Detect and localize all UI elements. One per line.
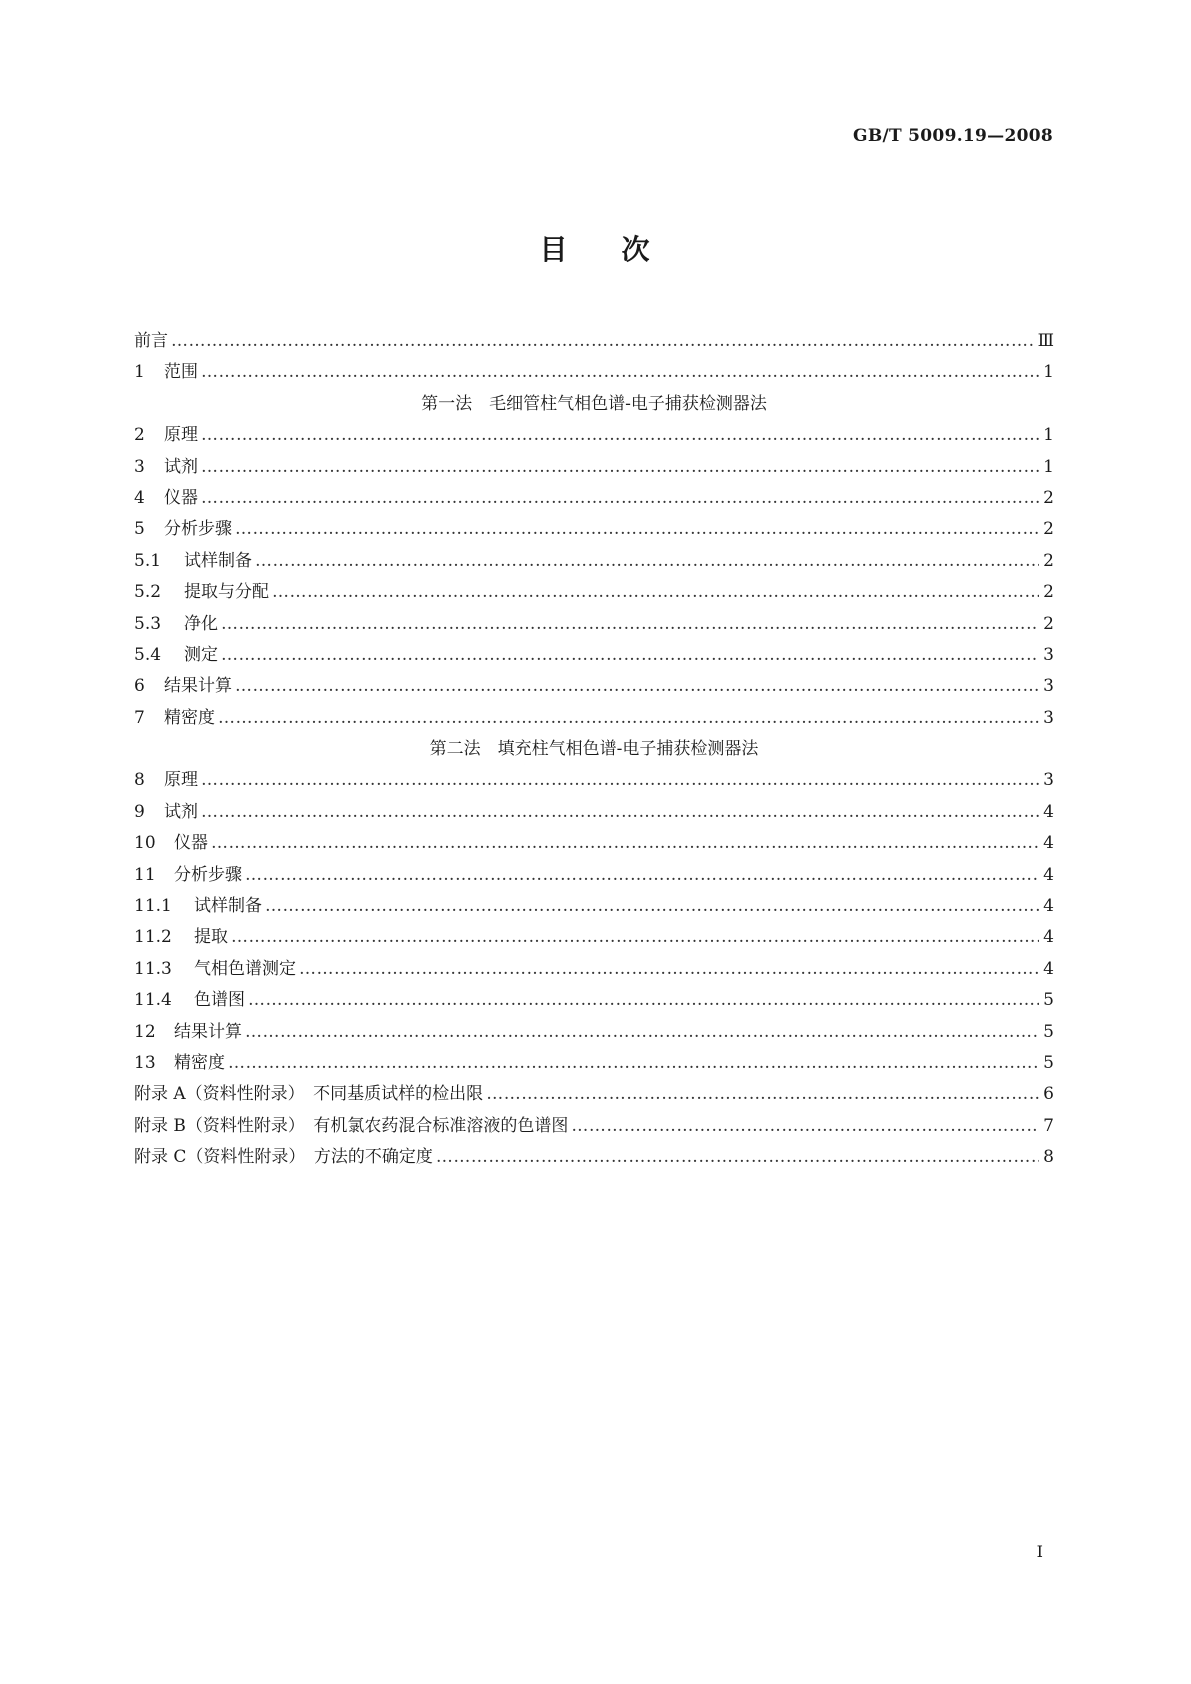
dot-leader [299, 954, 1039, 985]
toc-entry-label: 净化 [184, 613, 218, 634]
toc-entry-page: 1 [1043, 425, 1054, 446]
toc-entry-page: 5 [1043, 1021, 1054, 1042]
toc-entry-label: 试样制备 [184, 550, 252, 571]
dot-leader [235, 671, 1039, 702]
toc-entry[interactable] [134, 671, 1054, 702]
dot-leader [265, 891, 1039, 922]
toc-entry[interactable] [134, 954, 1054, 985]
title-char-1: 目 [539, 233, 570, 266]
toc-entry[interactable] [134, 1111, 1054, 1142]
toc-entry-number: 4 [134, 487, 145, 508]
toc-entry-label: 气相色谱测定 [194, 958, 296, 979]
toc-entry[interactable] [134, 1048, 1054, 1079]
toc-entry-label: 提取与分配 [184, 582, 269, 603]
toc-entry-page: 4 [1043, 927, 1054, 948]
dot-leader [201, 452, 1039, 483]
toc-entry-number: 11 [134, 864, 156, 885]
dot-leader [248, 985, 1039, 1016]
toc-entry-number: 5.2 [134, 582, 162, 603]
dot-leader [245, 860, 1039, 891]
toc-entry-number: 7 [134, 707, 145, 728]
page-title [0, 228, 1191, 268]
toc-entry-number: 12 [134, 1021, 156, 1042]
toc-entry[interactable] [134, 546, 1054, 577]
toc-entry-label: 仪器 [174, 833, 208, 854]
toc-entry-label: 色谱图 [194, 990, 245, 1011]
toc-entry-page: 4 [1043, 801, 1054, 822]
toc-entry[interactable] [134, 860, 1054, 891]
toc-entry-label: 试剂 [164, 801, 198, 822]
dot-leader [171, 326, 1035, 357]
dot-leader [436, 1142, 1039, 1173]
toc-entry-page: 2 [1043, 582, 1054, 603]
toc-entry-page: 6 [1043, 1084, 1054, 1105]
toc-entry-page: 1 [1043, 456, 1054, 477]
toc-entry-number: 1 [134, 362, 145, 383]
dot-leader [235, 514, 1039, 545]
toc-section-heading: 第二法 填充柱气相色谱-电子捕获检测器法 [429, 739, 759, 760]
dot-leader [201, 357, 1039, 388]
toc-entry-page: 4 [1043, 864, 1054, 885]
dot-leader [201, 420, 1039, 451]
toc-entry-number: 13 [134, 1052, 156, 1073]
toc-entry-label: 提取 [194, 927, 228, 948]
toc-entry[interactable] [134, 1017, 1054, 1048]
toc-entry-number: 5 [134, 519, 145, 540]
dot-leader [571, 1111, 1039, 1142]
toc-entry-number: 5.3 [134, 613, 162, 634]
toc-entry[interactable] [134, 828, 1054, 859]
toc-entry-page: 5 [1043, 990, 1054, 1011]
toc-entry[interactable] [134, 357, 1054, 388]
toc-entry-label: 结果计算 [174, 1021, 242, 1042]
toc-entry-label: 分析步骤 [174, 864, 242, 885]
toc-section-heading: 第一法 毛细管柱气相色谱-电子捕获检测器法 [421, 393, 767, 414]
dot-leader [228, 1048, 1039, 1079]
toc-entry-label: 原理 [164, 425, 198, 446]
dot-leader [201, 797, 1039, 828]
dot-leader [245, 1017, 1039, 1048]
toc-entry-page: 4 [1043, 896, 1054, 917]
toc-entry-label: 原理 [164, 770, 198, 791]
toc-entry[interactable] [134, 1079, 1054, 1110]
toc-entry-number: 2 [134, 425, 145, 446]
toc-entry-page: 4 [1043, 833, 1054, 854]
toc-entry-page: 4 [1043, 958, 1054, 979]
dot-leader [221, 609, 1039, 640]
dot-leader [201, 483, 1039, 514]
title-char-2: 次 [621, 233, 652, 266]
toc-entry-number: 11.3 [134, 958, 172, 979]
toc-entry[interactable] [134, 577, 1054, 608]
toc-entry-number: 9 [134, 801, 145, 822]
table-of-contents [134, 326, 1054, 1174]
toc-entry[interactable] [134, 1142, 1054, 1173]
toc-entry-page: 2 [1043, 550, 1054, 571]
toc-entry-label: 测定 [184, 644, 218, 665]
toc-entry[interactable] [134, 985, 1054, 1016]
dot-leader [211, 828, 1039, 859]
toc-entry[interactable] [134, 514, 1054, 545]
toc-entry-number: 11.1 [134, 896, 172, 917]
dot-leader [486, 1079, 1039, 1110]
toc-entry[interactable] [134, 640, 1054, 671]
toc-entry-page: 7 [1043, 1115, 1054, 1136]
toc-entry-page: Ⅲ [1037, 331, 1054, 351]
toc-entry-label: 附录 B（资料性附录） 有机氯农药混合标准溶液的色谱图 [134, 1115, 569, 1136]
toc-entry-label: 附录 C（资料性附录） 方法的不确定度 [134, 1147, 433, 1168]
toc-entry-page: 1 [1043, 362, 1054, 383]
toc-entry-page: 2 [1043, 519, 1054, 540]
toc-entry[interactable] [134, 765, 1054, 796]
toc-entry-page: 3 [1043, 707, 1054, 728]
toc-entry-label: 仪器 [164, 487, 198, 508]
toc-entry-number: 10 [134, 833, 156, 854]
toc-entry-label: 结果计算 [164, 676, 232, 697]
toc-entry-label: 范围 [164, 362, 198, 383]
toc-entry-label: 试剂 [164, 456, 198, 477]
toc-entry[interactable] [134, 452, 1054, 483]
page-folio: Ⅰ [1036, 1542, 1043, 1561]
toc-entry-number: 8 [134, 770, 145, 791]
toc-entry-number: 5.1 [134, 550, 162, 571]
toc-entry-page: 8 [1043, 1147, 1054, 1168]
toc-entry-number: 6 [134, 676, 145, 697]
toc-entry-number: 5.4 [134, 644, 162, 665]
dot-leader [218, 703, 1039, 734]
toc-entry-page: 3 [1043, 676, 1054, 697]
toc-entry[interactable] [134, 483, 1054, 514]
dot-leader [231, 922, 1039, 953]
toc-entry[interactable] [134, 420, 1054, 451]
toc-entry-label: 精密度 [164, 707, 215, 728]
toc-entry-page: 5 [1043, 1052, 1054, 1073]
toc-entry[interactable] [134, 326, 1054, 357]
toc-entry-page: 2 [1043, 487, 1054, 508]
toc-entry-page: 2 [1043, 613, 1054, 634]
toc-entry-label: 试样制备 [194, 896, 262, 917]
dot-leader [272, 577, 1039, 608]
toc-entry[interactable] [134, 609, 1054, 640]
toc-entry-label: 附录 A（资料性附录） 不同基质试样的检出限 [134, 1084, 484, 1105]
toc-entry-page: 3 [1043, 770, 1054, 791]
dot-leader [255, 546, 1039, 577]
toc-entry-label: 前言 [134, 331, 168, 351]
toc-entry[interactable] [134, 891, 1054, 922]
toc-entry-number: 3 [134, 456, 145, 477]
toc-entry-number: 11.2 [134, 927, 172, 948]
toc-entry-number: 11.4 [134, 990, 172, 1011]
toc-entry[interactable] [134, 797, 1054, 828]
dot-leader [221, 640, 1039, 671]
toc-entry-page: 3 [1043, 644, 1054, 665]
toc-entry[interactable] [134, 703, 1054, 734]
dot-leader [201, 765, 1039, 796]
toc-entry[interactable] [134, 922, 1054, 953]
toc-entry-label: 精密度 [174, 1052, 225, 1073]
toc-entry-label: 分析步骤 [164, 519, 232, 540]
standard-code: GB/T 5009.19—2008 [853, 126, 1053, 146]
